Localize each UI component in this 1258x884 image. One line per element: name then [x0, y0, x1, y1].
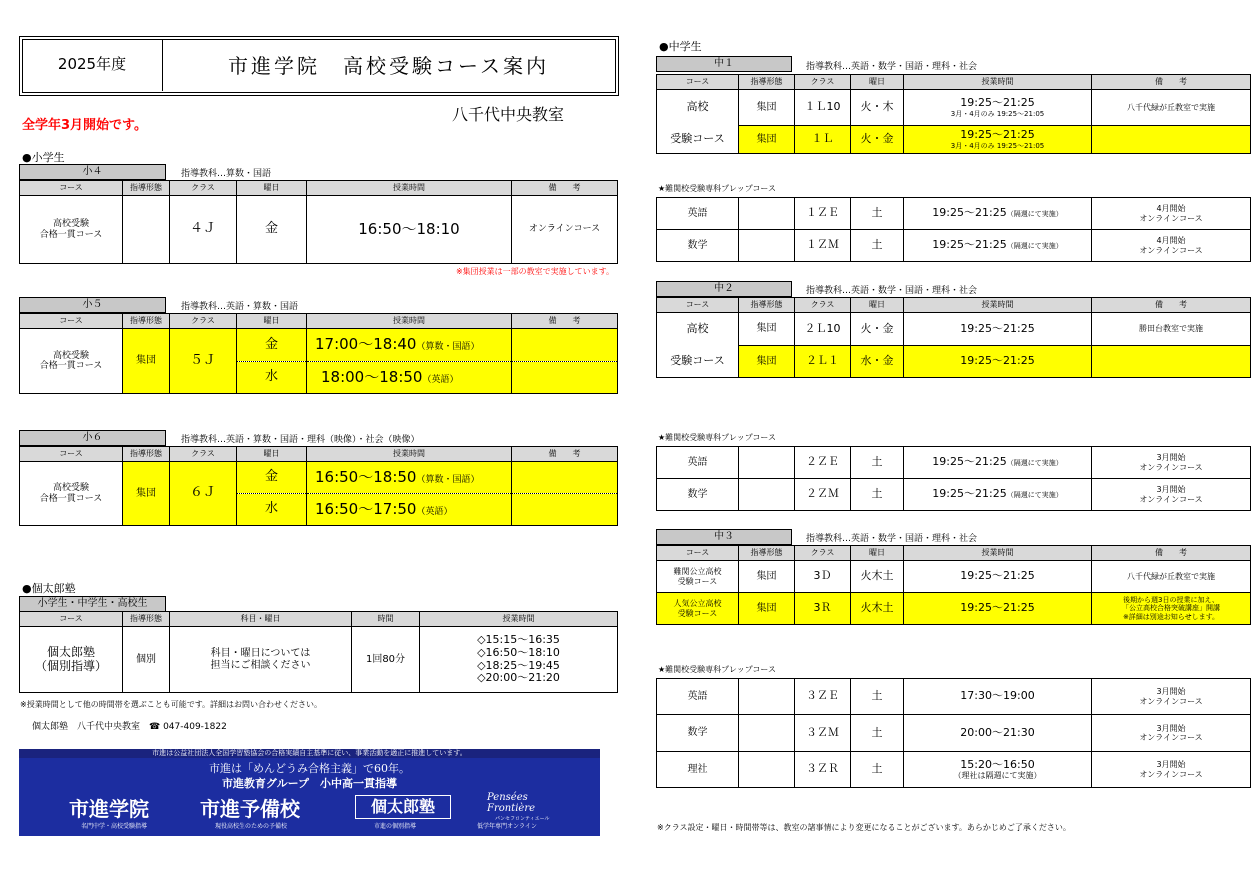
time-1: [307, 462, 512, 494]
banner: [19, 758, 600, 836]
grade-m3-subjects: 指導教科…英語・数学・国語・理科・社会: [806, 534, 978, 544]
day-1: 金: [237, 329, 307, 362]
subject-day: 科目・曜日については 担当にご相談ください: [170, 627, 352, 693]
teaching-mode: 集団: [739, 126, 795, 154]
time-sub: 3月・4月のみ 19:25〜21:05: [950, 141, 1045, 150]
col-class: クラス: [170, 181, 237, 196]
time: 19:25〜21:25: [904, 313, 1092, 346]
class-name: ５Ｊ: [170, 329, 237, 394]
time-1-value: 16:50〜18:50: [315, 467, 417, 486]
kotaro-note: ※授業時間として他の時間帯を選ぶことも可能です。詳細はお問い合わせください。: [20, 700, 323, 709]
course-name: 高校受験 合格一貫コース: [20, 462, 123, 526]
time-value: 19:25〜21:25: [960, 128, 1035, 142]
time: [904, 198, 1092, 230]
col-course: コース: [657, 546, 739, 561]
teaching-mode: [739, 715, 795, 752]
col-day: 曜日: [237, 447, 307, 462]
grade5-table: [19, 313, 618, 394]
time-slot: ◇16:50〜18:10: [477, 645, 560, 659]
note-1: [512, 329, 618, 362]
day-2: 水: [237, 362, 307, 394]
year-label: 2025年度: [57, 55, 127, 73]
prep1-title: ★難関校受験専科プレップコース: [658, 184, 776, 193]
day-2: 水: [237, 494, 307, 526]
col-course: コース: [657, 75, 739, 90]
col-day: 曜日: [851, 298, 904, 313]
teaching-mode: [739, 752, 795, 788]
day: 火・金: [851, 313, 904, 346]
col-course: コース: [20, 612, 123, 627]
teaching-mode: 集団: [739, 90, 795, 126]
col-time: 授業時間: [307, 181, 512, 196]
col-course: コース: [20, 314, 123, 329]
school-name: 八千代中央教室: [452, 105, 565, 124]
table-header-row: [20, 612, 618, 627]
note-online: オンラインコース: [1139, 733, 1203, 742]
time-1-value: 17:00〜18:40: [315, 335, 417, 354]
time: 19:25〜21:25: [904, 593, 1092, 625]
time: [904, 752, 1092, 788]
note-online: オンラインコース: [1139, 494, 1203, 504]
brand-ichishin-yobiko-sub: 現役高校生のための予備校: [215, 823, 288, 830]
brand-ichishin-yobiko: 市進予備校: [200, 797, 300, 821]
course-name: 高校受験 合格一貫コース: [20, 196, 123, 264]
table-row: [657, 126, 1251, 154]
col-duration: 時間: [352, 612, 420, 627]
note: [1092, 447, 1251, 479]
teaching-mode: [123, 196, 170, 264]
note-online: オンラインコース: [1139, 245, 1203, 255]
day-1: 金: [237, 462, 307, 494]
table-row: [657, 593, 1251, 625]
table-row: [20, 329, 618, 362]
time: [904, 230, 1092, 262]
note-online: オンラインコース: [1139, 769, 1203, 779]
col-note: 備 考: [1092, 298, 1251, 313]
brand-ichishin-gakuin: 市進学院: [69, 797, 149, 821]
table-row: [657, 90, 1251, 126]
grade-m3-table: [656, 545, 1251, 625]
prep1-table: [656, 197, 1251, 262]
table-row: [657, 715, 1251, 752]
day: 火・金: [851, 126, 904, 154]
note: [1092, 679, 1251, 715]
grade-m2-subjects: 指導教科…英語・数学・国語・理科・社会: [806, 286, 978, 296]
grade4-tab: 小４: [19, 164, 166, 180]
brand-pensees-kana: パンセフロンティエール: [495, 816, 550, 822]
class-name: １Ｌ: [795, 126, 851, 154]
note-start: 3月開始: [1156, 723, 1186, 733]
teaching-mode: 集団: [123, 329, 170, 394]
brand-pensees: Pensées Frontière: [487, 792, 536, 814]
subject: 理社: [657, 752, 739, 788]
day: 土: [851, 752, 904, 788]
note: 勝田台教室で実施: [1092, 313, 1251, 346]
class-name: ２ＺＭ: [795, 479, 851, 511]
subject: 英語: [657, 679, 739, 715]
teaching-mode: 集団: [739, 313, 795, 346]
teaching-mode: 集団: [739, 593, 795, 625]
class-name: １ＺＭ: [795, 230, 851, 262]
time-2: [307, 494, 512, 526]
class-name: ３ＺＥ: [795, 679, 851, 715]
day: 土: [851, 479, 904, 511]
table-row: [657, 198, 1251, 230]
col-note: 備 考: [1092, 546, 1251, 561]
col-time: 授業時間: [307, 447, 512, 462]
col-course: コース: [20, 447, 123, 462]
table-row: [657, 230, 1251, 262]
grade6-tab: 小６: [19, 430, 166, 446]
course-name: 高校受験 合格一貫コース: [20, 329, 123, 394]
time: [904, 90, 1092, 126]
col-course: コース: [657, 298, 739, 313]
prep3-title: ★難関校受験専科プレップコース: [658, 665, 776, 674]
grade-m2-tab: 中２: [656, 281, 792, 297]
note-1: [512, 462, 618, 494]
class-name: ２Ｌ１: [795, 346, 851, 378]
grade-m1-table: [656, 74, 1251, 154]
time: 16:50〜18:10: [307, 196, 512, 264]
table-header-row: [20, 447, 618, 462]
time: 20:00〜21:30: [904, 715, 1092, 752]
col-day: 曜日: [237, 314, 307, 329]
time: 19:25〜21:25: [904, 346, 1092, 378]
time-sub: （隔週にて実施）: [1006, 210, 1063, 219]
col-time: 授業時間: [904, 75, 1092, 90]
kotaro-contact: 個太郎塾 八千代中央教室 ☎ 047-409-1822: [32, 722, 227, 732]
note-start: 3月開始: [1156, 760, 1186, 770]
col-note: 備 考: [512, 181, 618, 196]
col-mode: 指導形態: [739, 546, 795, 561]
banner-top-text: 市進は公益社団法人全国学習塾協会の合格実績自主基準に従い、事業活動を適正に推進しています。: [152, 749, 467, 757]
banner-line1: 市進は「めんどうみ合格主義」で60年。: [209, 762, 410, 775]
prep3-table: [656, 678, 1251, 788]
grade5-tab: 小５: [19, 297, 166, 313]
grade5-subjects: 指導教科…英語・算数・国語: [181, 302, 299, 312]
time: [904, 447, 1092, 479]
time-1: [307, 329, 512, 362]
time-value: 19:25〜21:25: [932, 238, 1007, 252]
teaching-mode: 集団: [739, 346, 795, 378]
class-name: 3Ｒ: [795, 593, 851, 625]
grade4-table: [19, 180, 618, 264]
table-header-row: [20, 181, 618, 196]
note: [1092, 198, 1251, 230]
grade-m1-subjects: 指導教科…英語・数学・国語・理科・社会: [806, 62, 978, 72]
note-online: オンラインコース: [1139, 213, 1203, 223]
note: [1092, 126, 1251, 154]
prep2-title: ★難関校受験専科プレップコース: [658, 433, 776, 442]
table-row: [657, 346, 1251, 378]
class-name: 3Ｄ: [795, 561, 851, 593]
day: 火木土: [851, 561, 904, 593]
time-value: 15:20〜16:50: [960, 757, 1035, 771]
teaching-mode: [739, 198, 795, 230]
grade6-table: [19, 446, 618, 526]
time-value: 19:25〜21:25: [932, 455, 1007, 469]
col-mode: 指導形態: [123, 612, 170, 627]
note: [1092, 479, 1251, 511]
col-class: クラス: [170, 447, 237, 462]
class-name: ４Ｊ: [170, 196, 237, 264]
col-note: 備 考: [512, 314, 618, 329]
brand-ichishin-gakuin-sub: 名門中学・高校受験指導: [81, 823, 148, 830]
col-class: クラス: [795, 298, 851, 313]
teaching-mode: [739, 679, 795, 715]
start-note: 全学年3月開始です。: [22, 118, 148, 133]
col-time: 授業時間: [307, 314, 512, 329]
note-online: オンラインコース: [1139, 696, 1203, 706]
time-sub: （隔週にて実施）: [1006, 242, 1063, 251]
day: 土: [851, 447, 904, 479]
note: [1092, 230, 1251, 262]
teaching-mode: [739, 447, 795, 479]
time-slot: ◇15:15〜16:35: [477, 633, 560, 647]
time-1-subjects: （算数・国語）: [416, 474, 480, 485]
col-mode: 指導形態: [123, 181, 170, 196]
grade-m1-tab: 中１: [656, 56, 792, 72]
day: 金: [237, 196, 307, 264]
time-slot: ◇20:00〜21:20: [477, 671, 560, 685]
table-row: [657, 313, 1251, 346]
day: 土: [851, 230, 904, 262]
day: 火・木: [851, 90, 904, 126]
table-header-row: [20, 314, 618, 329]
subject: 数学: [657, 479, 739, 511]
note-online: オンラインコース: [1139, 462, 1203, 472]
day: 土: [851, 679, 904, 715]
note: 後期から週3日の授業に加え、 「公立高校合格突破講座」開講 ※詳細は別途お知らせします。: [1092, 593, 1251, 625]
class-name: ２Ｌ10: [795, 313, 851, 346]
col-day: 曜日: [851, 75, 904, 90]
table-row: [657, 561, 1251, 593]
teaching-mode: [739, 230, 795, 262]
subject: 英語: [657, 198, 739, 230]
note-start: 4月開始: [1156, 204, 1186, 214]
time-sub: （隔週にて実施）: [1006, 491, 1063, 500]
col-note: 備 考: [512, 447, 618, 462]
subject: 数学: [657, 715, 739, 752]
table-row: [657, 479, 1251, 511]
course-name: 個太郎塾 （個別指導）: [20, 627, 123, 693]
note: 八千代緑が丘教室で実施: [1092, 90, 1251, 126]
class-name: ２ＺＥ: [795, 447, 851, 479]
col-mode: 指導形態: [123, 447, 170, 462]
time-value: 19:25〜21:25: [960, 96, 1035, 110]
table-row: [657, 679, 1251, 715]
time-value: 19:25〜21:25: [932, 206, 1007, 220]
col-class: クラス: [795, 546, 851, 561]
time-slot: ◇18:25〜19:45: [477, 658, 560, 672]
class-name: ３ＺＲ: [795, 752, 851, 788]
note: オンラインコース: [512, 196, 618, 264]
course-name-a: 高校: [657, 313, 739, 346]
course-name: 人気公立高校 受験コース: [657, 593, 739, 625]
col-class: クラス: [795, 75, 851, 90]
time-sub: （隔週にて実施）: [1006, 459, 1063, 468]
col-subject: 科目・曜日: [170, 612, 352, 627]
elementary-section-label: ●小学生: [22, 151, 65, 164]
table-row: [20, 627, 618, 693]
subject: 数学: [657, 230, 739, 262]
page-title: 市進学院 高校受験コース案内: [228, 54, 549, 78]
group-class-footnote: ※集団授業は一部の教室で実施しています。: [455, 267, 614, 276]
time-2-value: 16:50〜17:50: [315, 499, 417, 518]
table-row: [657, 752, 1251, 788]
table-row: [20, 196, 618, 264]
grade6-subjects: 指導教科…英語・算数・国語・理科（映像）・社会（映像）: [181, 435, 420, 445]
time-1-subjects: （算数・国語）: [416, 342, 480, 353]
day: 水・金: [851, 346, 904, 378]
note-start: 4月開始: [1156, 236, 1186, 246]
course-name-a: 高校: [657, 90, 739, 126]
brand-pensees-sub: 低学年専門オンライン: [477, 823, 537, 830]
col-mode: 指導形態: [123, 314, 170, 329]
time-2-subjects: （英語）: [422, 374, 459, 385]
note-start: 3月開始: [1156, 453, 1186, 463]
col-mode: 指導形態: [739, 75, 795, 90]
class-name: １Ｌ10: [795, 90, 851, 126]
time-sub: 3月・4月のみ 19:25〜21:05: [950, 109, 1045, 118]
class-name: ３ＺＭ: [795, 715, 851, 752]
teaching-mode: 個別: [123, 627, 170, 693]
time-value: 19:25〜21:25: [932, 487, 1007, 501]
col-course: コース: [20, 181, 123, 196]
teaching-mode: 集団: [123, 462, 170, 526]
prep2-table: [656, 446, 1251, 511]
table-row: [657, 447, 1251, 479]
note: [1092, 715, 1251, 752]
day: 土: [851, 198, 904, 230]
brand-kotaro: 個太郎塾: [355, 795, 451, 819]
time-sub: （理社は隔週にて実施）: [953, 771, 1042, 781]
banner-line2: 市進教育グループ 小中高一貫指導: [221, 777, 398, 790]
grade-m3-tab: 中３: [656, 529, 792, 545]
time-slots: [420, 627, 618, 693]
kotaro-table: [19, 611, 618, 693]
note: 八千代緑が丘教室で実施: [1092, 561, 1251, 593]
time-2: [307, 362, 512, 394]
class-name: １ＺＥ: [795, 198, 851, 230]
note: [1092, 752, 1251, 788]
table-row: [20, 462, 618, 494]
brand-kotaro-sub: 市進の個別指導: [374, 823, 417, 830]
day: 土: [851, 715, 904, 752]
class-name: ６Ｊ: [170, 462, 237, 526]
day: 火木土: [851, 593, 904, 625]
col-mode: 指導形態: [739, 298, 795, 313]
col-day: 曜日: [851, 546, 904, 561]
teaching-mode: [739, 479, 795, 511]
time-2-value: 18:00〜18:50: [321, 367, 423, 386]
col-note: 備 考: [1092, 75, 1251, 90]
course-name: 難関公立高校 受験コース: [657, 561, 739, 593]
time-2-subjects: （英語）: [416, 506, 453, 517]
teaching-mode: 集団: [739, 561, 795, 593]
note-2: [512, 362, 618, 394]
table-header-row: [657, 546, 1251, 561]
time: 17:30〜19:00: [904, 679, 1092, 715]
note: [1092, 346, 1251, 378]
col-time: 授業時間: [420, 612, 618, 627]
time: [904, 126, 1092, 154]
table-header-row: [657, 298, 1251, 313]
footer-note: ※クラス設定・曜日・時間帯等は、教室の諸事情により変更になることがございます。あらかじめご了承ください。: [657, 823, 1071, 832]
kotaro-tab: 小学生・中学生・高校生: [19, 596, 166, 612]
time: 19:25〜21:25: [904, 561, 1092, 593]
table-header-row: [657, 75, 1251, 90]
time: [904, 479, 1092, 511]
col-class: クラス: [170, 314, 237, 329]
grade4-subjects: 指導教科…算数・国語: [181, 169, 272, 179]
kotaro-section-label: ●個太郎塾: [22, 582, 76, 595]
middle-section-label: ●中学生: [659, 40, 702, 53]
grade-m2-table: [656, 297, 1251, 378]
duration: 1回80分: [352, 627, 420, 693]
col-time: 授業時間: [904, 298, 1092, 313]
subject: 英語: [657, 447, 739, 479]
col-day: 曜日: [237, 181, 307, 196]
note-2: [512, 494, 618, 526]
col-time: 授業時間: [904, 546, 1092, 561]
note-start: 3月開始: [1156, 485, 1186, 495]
note-start: 3月開始: [1156, 687, 1186, 697]
course-name-b: 受験コース: [657, 126, 739, 154]
course-name-b: 受験コース: [657, 346, 739, 378]
